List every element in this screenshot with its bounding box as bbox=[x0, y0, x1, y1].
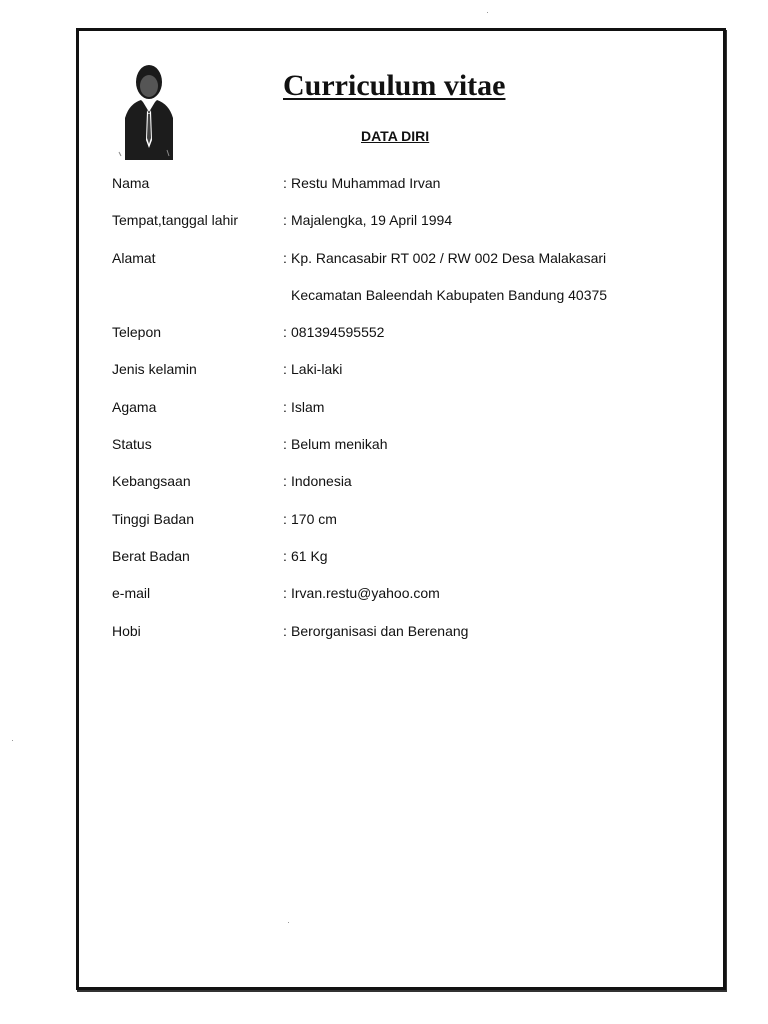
field-value: Berorganisasi dan Berenang bbox=[291, 622, 469, 639]
field-row-weight bbox=[112, 547, 672, 584]
scan-speck bbox=[487, 12, 488, 13]
field-value: Majalengka, 19 April 1994 bbox=[291, 212, 453, 229]
field-value: 61 Kg bbox=[291, 547, 328, 564]
field-row-address bbox=[112, 249, 672, 286]
field-separator: : bbox=[283, 249, 287, 266]
field-separator: : bbox=[283, 398, 287, 415]
field-row-religion bbox=[112, 398, 672, 435]
field-label: Agama bbox=[112, 398, 157, 415]
field-separator: : bbox=[283, 175, 287, 191]
scan-speck bbox=[12, 740, 13, 741]
field-row-address-continued bbox=[112, 286, 672, 323]
field-value: 081394595552 bbox=[291, 324, 385, 341]
field-label: Jenis kelamin bbox=[112, 361, 197, 378]
field-separator: : bbox=[283, 473, 287, 490]
field-row-hobby bbox=[112, 622, 672, 659]
document-title: Curriculum vitae bbox=[283, 69, 506, 102]
field-label: Hobi bbox=[112, 622, 141, 639]
field-value: Kecamatan Baleendah Kabupaten Bandung 40375 bbox=[291, 286, 608, 303]
field-value: Irvan.restu@yahoo.com bbox=[291, 585, 440, 602]
field-value: Laki-laki bbox=[291, 361, 343, 378]
field-row-email bbox=[112, 584, 672, 621]
field-value: Kp. Rancasabir RT 002 / RW 002 Desa Malakasari bbox=[291, 249, 607, 266]
field-label: Telepon bbox=[112, 324, 162, 341]
section-title: DATA DIRI bbox=[361, 128, 430, 144]
field-label: Kebangsaan bbox=[112, 473, 191, 490]
field-label: Berat Badan bbox=[112, 547, 190, 564]
field-separator: : bbox=[283, 585, 287, 602]
profile-photo bbox=[115, 60, 181, 160]
field-separator: : bbox=[283, 436, 287, 453]
field-row-name bbox=[112, 174, 672, 211]
field-row-height bbox=[112, 510, 672, 547]
field-separator: : bbox=[283, 212, 287, 229]
field-label: e-mail bbox=[112, 585, 151, 602]
field-separator: : bbox=[283, 510, 287, 527]
field-label: Nama bbox=[112, 175, 150, 191]
field-value: 170 cm bbox=[291, 510, 337, 527]
field-label: Status bbox=[112, 436, 152, 453]
field-separator: : bbox=[283, 361, 287, 378]
field-label: Tinggi Badan bbox=[112, 510, 194, 527]
field-label: Tempat,tanggal lahir bbox=[112, 212, 239, 229]
field-value: Islam bbox=[291, 398, 325, 415]
field-value: Indonesia bbox=[291, 473, 352, 490]
field-separator: : bbox=[283, 622, 287, 639]
field-separator: : bbox=[283, 547, 287, 564]
field-row-phone bbox=[112, 323, 672, 360]
field-separator: : bbox=[283, 324, 287, 341]
field-row-status bbox=[112, 435, 672, 472]
field-value: Restu Muhammad Irvan bbox=[291, 175, 441, 191]
field-label: Alamat bbox=[112, 249, 156, 266]
field-row-birth bbox=[112, 211, 672, 248]
personal-data-list bbox=[112, 174, 672, 659]
field-row-gender bbox=[112, 360, 672, 397]
scan-speck bbox=[288, 922, 289, 923]
field-row-nationality bbox=[112, 472, 672, 509]
field-value: Belum menikah bbox=[291, 436, 388, 453]
